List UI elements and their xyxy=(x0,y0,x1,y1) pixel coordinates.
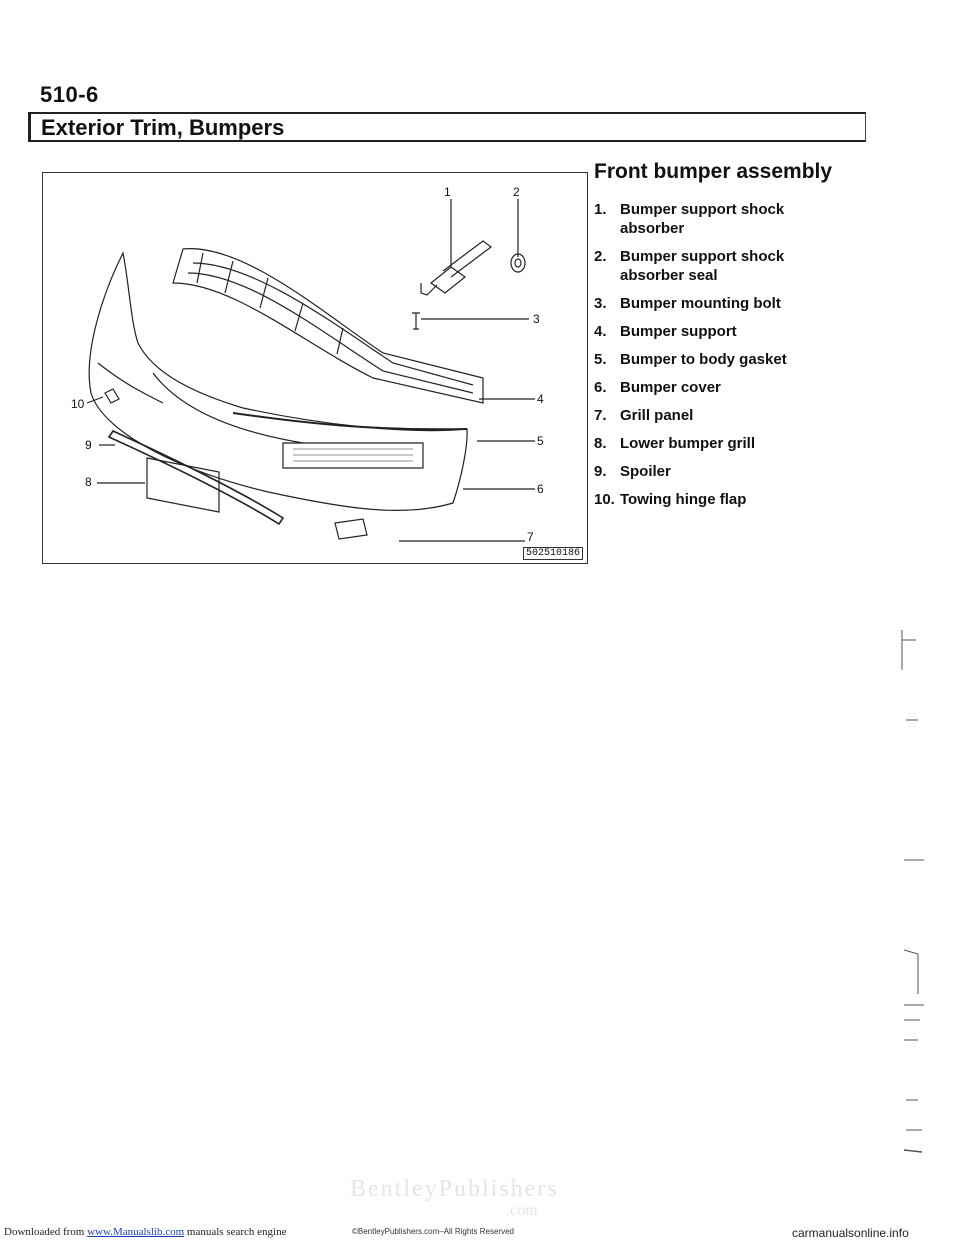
item-number: 5. xyxy=(594,351,607,368)
footer-copyright: ©BentleyPublishers.com–All Rights Reserved xyxy=(352,1227,514,1236)
footer-prefix: Downloaded from xyxy=(4,1226,88,1238)
gasket-part xyxy=(233,413,467,429)
watermark-sub: .com xyxy=(506,1202,538,1219)
item-name: Spoiler xyxy=(620,463,671,480)
item-number: 8. xyxy=(594,435,607,452)
section-title: Front bumper assembly xyxy=(594,160,833,183)
list-item xyxy=(594,350,854,369)
callout-6: 6 xyxy=(537,482,544,496)
item-number: 4. xyxy=(594,323,607,340)
list-item xyxy=(594,378,854,397)
item-name: Bumper support shock absorber xyxy=(620,201,785,237)
callout-10: 10 xyxy=(71,397,85,411)
callout-7: 7 xyxy=(527,530,534,544)
callout-1: 1 xyxy=(444,185,451,199)
bumper-diagram xyxy=(42,172,588,564)
callout-8: 8 xyxy=(85,475,92,489)
callout-9: 9 xyxy=(85,438,92,452)
item-name: Bumper support shock absorber seal xyxy=(620,248,785,284)
figure-code: 502510186 xyxy=(523,547,583,560)
item-name: Lower bumper grill xyxy=(620,435,756,452)
item-number: 3. xyxy=(594,295,607,312)
item-number: 2. xyxy=(594,248,607,265)
list-item xyxy=(594,462,854,481)
list-item xyxy=(594,490,854,509)
list-item xyxy=(594,247,854,285)
item-name: Bumper to body gasket xyxy=(620,351,787,368)
bumper-support-part xyxy=(173,249,483,403)
list-item xyxy=(594,406,854,425)
spoiler-part xyxy=(109,431,283,524)
callout-3: 3 xyxy=(533,312,540,326)
item-name: Bumper cover xyxy=(620,379,721,396)
item-number: 6. xyxy=(594,379,607,396)
item-number: 10. xyxy=(594,491,615,508)
list-item xyxy=(594,200,854,238)
item-number: 9. xyxy=(594,463,607,480)
footer-download-note xyxy=(4,1226,286,1238)
list-item xyxy=(594,322,854,341)
item-number: 1. xyxy=(594,201,607,218)
item-number: 7. xyxy=(594,407,607,424)
callout-5: 5 xyxy=(537,434,544,448)
towing-flap-part xyxy=(105,389,119,403)
mounting-bolt-part xyxy=(412,313,420,329)
callout-4: 4 xyxy=(537,392,544,406)
item-name: Bumper mounting bolt xyxy=(620,295,781,312)
parts-list xyxy=(594,200,854,518)
grill-panel-part xyxy=(335,519,367,539)
callout-2: 2 xyxy=(513,185,520,199)
margin-scan-marks xyxy=(900,100,940,1220)
page-number: 510-6 xyxy=(40,82,99,107)
manualslib-link[interactable]: www.Manualslib.com xyxy=(87,1226,185,1238)
item-name: Grill panel xyxy=(620,407,694,424)
item-name: Bumper support xyxy=(620,323,737,340)
footer-suffix: manuals search engine xyxy=(184,1226,287,1238)
item-name: Towing hinge flap xyxy=(620,491,747,508)
list-item xyxy=(594,294,854,313)
bumper-illustration xyxy=(43,173,589,565)
section-header: Exterior Trim, Bumpers xyxy=(41,115,285,140)
watermark: BentleyPublishers xyxy=(350,1176,559,1202)
section-header-box xyxy=(28,112,866,142)
list-item xyxy=(594,434,854,453)
bumper-cover-part xyxy=(89,253,467,510)
footer-site: carmanualsonline.info xyxy=(792,1226,909,1240)
